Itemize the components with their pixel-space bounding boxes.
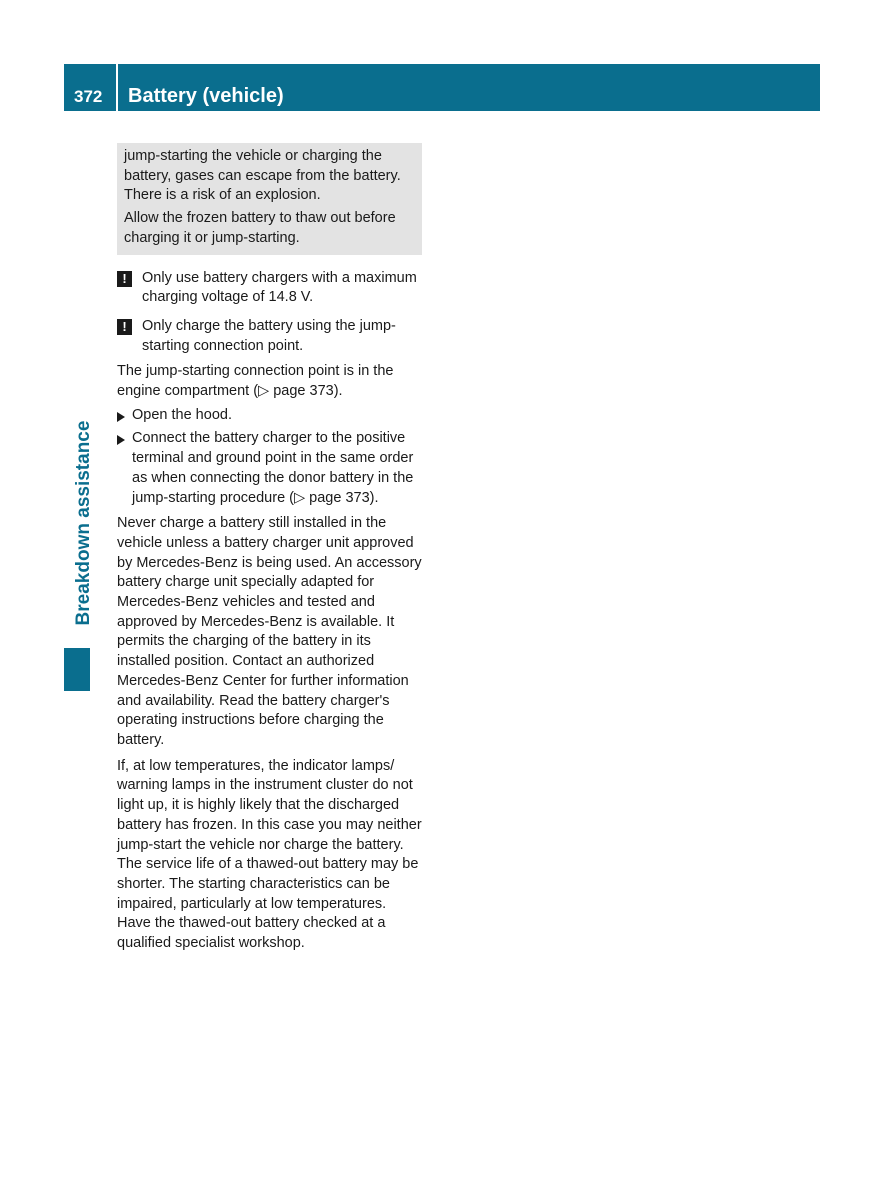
step-item bbox=[117, 406, 423, 426]
notice-text: Only charge the battery using the jump-starting connection point. bbox=[142, 317, 396, 354]
side-tab-marker bbox=[64, 648, 90, 691]
paragraph: The jump-starting connection point is in the engine compartment (▷ page 373). bbox=[117, 363, 394, 400]
page-number-text: 372 bbox=[74, 87, 103, 106]
exclamation-icon: ! bbox=[117, 271, 132, 287]
warning-box bbox=[117, 143, 422, 255]
paragraph: Never charge a battery still installed in the vehicle unless a battery charger unit approved by Mercedes-Benz is being used. An accessory battery charge unit specially adapted for Mercedes-Benz vehicles and tested and approved by Mercedes-Benz is available. It permits the charging of the battery in its installed position. Contact an authorized Mercedes-Benz Center for further information and availability. Read the battery charger's operating instructions before charging the battery. bbox=[117, 515, 422, 748]
notice-item bbox=[117, 317, 423, 356]
step-text: Open the hood. bbox=[132, 406, 232, 423]
notice-text: Only use battery chargers with a maximum charging voltage of 14.8 V. bbox=[142, 269, 417, 306]
side-tab-label: Breakdown assistance bbox=[73, 420, 94, 625]
main-content bbox=[117, 143, 423, 954]
step-item bbox=[117, 429, 423, 508]
header-divider bbox=[116, 64, 118, 111]
triangle-bullet-icon bbox=[117, 412, 125, 422]
page-number bbox=[64, 64, 116, 111]
paragraph: If, at low temperatures, the indicator lamps/ warning lamps in the instrument cluster do not light up, it is highly likely that the discharged battery has frozen. In this case you may neither jump-start the vehicle nor charge the battery. The service life of a thawed-out battery may be shorter. The starting characteristics can be impaired, particularly at low temperatures. Have the thawed-out battery checked at a qualified specialist workshop. bbox=[117, 757, 422, 952]
step-text: Connect the battery charger to the positive terminal and ground point in the same order as when connecting the donor battery in the jump-starting procedure (▷ page 373). bbox=[132, 430, 414, 506]
page-title: Battery (vehicle) bbox=[128, 85, 284, 107]
exclamation-icon: ! bbox=[117, 319, 132, 335]
triangle-bullet-icon bbox=[117, 435, 125, 445]
warning-paragraph: Allow the frozen battery to thaw out before charging it or jump-starting. bbox=[124, 210, 396, 246]
warning-paragraph: jump-starting the vehicle or charging the battery, gases can escape from the battery. There is a risk of an explosion. bbox=[124, 148, 401, 204]
side-tab bbox=[64, 400, 104, 645]
notice-item bbox=[117, 269, 423, 308]
